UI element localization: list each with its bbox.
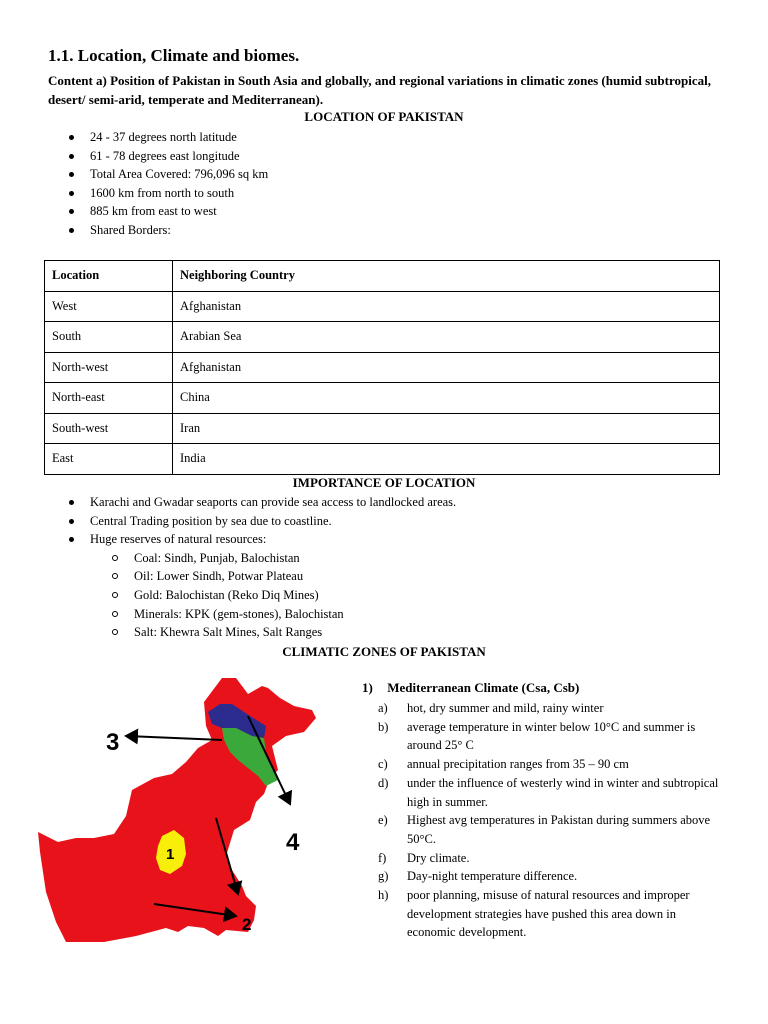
list-item: [362, 811, 722, 848]
column-header-country: Neighboring Country: [173, 261, 720, 292]
table-cell: India: [173, 444, 720, 475]
item-text: poor planning, misuse of natural resources and improper development strategies have pushed this area down in economic development.: [407, 888, 690, 940]
table-cell: East: [45, 444, 173, 475]
item-marker: e): [378, 813, 388, 828]
list-item: Total Area Covered: 796,096 sq km: [66, 165, 268, 184]
section-heading: 1.1. Location, Climate and biomes.: [48, 46, 300, 65]
item-text: Day-night temperature difference.: [407, 869, 578, 884]
table-cell: South-west: [45, 413, 173, 444]
table-cell: Iran: [173, 413, 720, 444]
list-item: 61 - 78 degrees east longitude: [66, 147, 268, 166]
borders-table: [44, 260, 720, 475]
importance-bullets: [66, 493, 456, 642]
list-item: [362, 699, 722, 718]
resource-item: Oil: Lower Sindh, Potwar Plateau: [66, 567, 456, 586]
mediterranean-heading: Mediterranean Climate (Csa, Csb): [387, 680, 580, 695]
importance-title: IMPORTANCE OF LOCATION: [292, 475, 476, 490]
map-label-1: 1: [166, 846, 175, 863]
mediterranean-number: 1): [362, 680, 373, 695]
item-marker: c): [378, 757, 388, 772]
map-label-4: 4: [286, 829, 300, 856]
list-item: [362, 774, 722, 811]
table-header-row: [45, 261, 720, 292]
table-row: [45, 322, 720, 353]
item-marker: a): [378, 701, 388, 715]
item-text: hot, dry summer and mild, rainy winter: [407, 701, 604, 715]
list-item: [362, 755, 722, 774]
mediterranean-title: [362, 680, 722, 696]
table-cell: West: [45, 291, 173, 322]
climatic-zones-title: CLIMATIC ZONES OF PAKISTAN: [282, 644, 486, 659]
table-cell: China: [173, 383, 720, 414]
map-red-region: [38, 678, 316, 942]
item-text: under the influence of westerly wind in winter and subtropical high in summer.: [407, 775, 719, 809]
table-row: [45, 444, 720, 475]
map-label-3: 3: [106, 729, 120, 756]
map-label-2: 2: [242, 915, 252, 934]
arrow-zone-3: [126, 736, 222, 740]
table-cell: Arabian Sea: [173, 322, 720, 353]
item-text: Dry climate.: [407, 850, 470, 865]
mediterranean-climate-section: [362, 680, 722, 942]
column-header-location: Location: [45, 261, 173, 292]
resource-item: Gold: Balochistan (Reko Diq Mines): [66, 586, 456, 605]
table-row: [45, 352, 720, 383]
list-item: 885 km from east to west: [66, 202, 268, 221]
item-text: annual precipitation ranges from 35 – 90 cm: [407, 757, 629, 772]
item-text: average temperature in winter below 10°C and summer is around 25° C: [407, 719, 696, 753]
list-item: [362, 718, 722, 755]
pakistan-climate-map: [36, 670, 336, 960]
resource-item: Minerals: KPK (gem-stones), Balochistan: [66, 605, 456, 624]
content-note: Content a) Position of Pakistan in South Asia and globally, and regional variations in climatic zones (humid subtropical, desert/ semi-arid, temperate and Mediterranean).: [48, 73, 711, 107]
list-item: 1600 km from north to south: [66, 184, 268, 203]
item-marker: d): [378, 775, 389, 790]
list-item: Shared Borders:: [66, 221, 268, 240]
resource-item: Coal: Sindh, Punjab, Balochistan: [66, 549, 456, 568]
table-cell: Afghanistan: [173, 291, 720, 322]
location-title: LOCATION OF PAKISTAN: [304, 109, 464, 124]
list-item: Huge reserves of natural resources:: [66, 530, 456, 549]
item-text: Highest avg temperatures in Pakistan during summers above 50°C.: [407, 813, 711, 846]
table-row: [45, 291, 720, 322]
table-row: [45, 383, 720, 414]
resource-item: Salt: Khewra Salt Mines, Salt Ranges: [66, 623, 456, 642]
item-marker: b): [378, 719, 389, 734]
list-item: [362, 867, 722, 886]
list-item: [362, 886, 722, 942]
table-cell: South: [45, 322, 173, 353]
table-cell: Afghanistan: [173, 352, 720, 383]
mediterranean-items: [362, 699, 722, 942]
table-cell: North-west: [45, 352, 173, 383]
item-marker: h): [378, 888, 389, 903]
item-marker: g): [378, 869, 389, 884]
list-item: Karachi and Gwadar seaports can provide sea access to landlocked areas.: [66, 493, 456, 512]
item-marker: f): [378, 850, 387, 865]
list-item: [362, 849, 722, 868]
location-bullets: [66, 128, 268, 240]
list-item: 24 - 37 degrees north latitude: [66, 128, 268, 147]
table-row: [45, 413, 720, 444]
table-cell: North-east: [45, 383, 173, 414]
list-item: Central Trading position by sea due to coastline.: [66, 512, 456, 531]
